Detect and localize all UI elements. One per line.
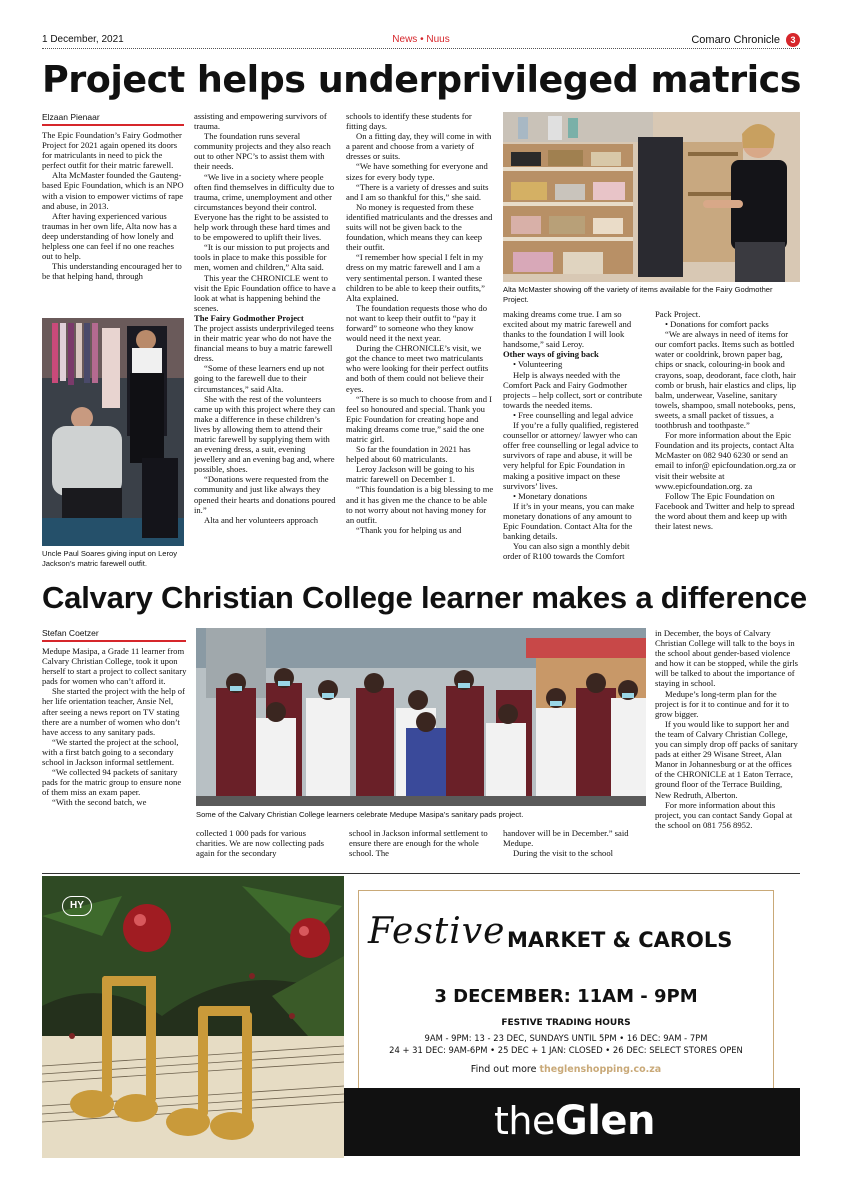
- paragraph: “We live in a society where people often find themselves in difficulty due to trauma, crime, unemployment and other circumstances beyond their control. Everyone has the right to be assisted to help work through these hard times and to be empowered to uplift their lives.: [194, 171, 335, 243]
- photo-fitting: [42, 318, 184, 546]
- paragraph: After having experienced various traumas in her own life, Alta now has a deep understanding of how lonely and helpless one can feel if no one reaches out to help.: [42, 210, 177, 262]
- byline-rule: [42, 124, 184, 126]
- article1-headline: Project helps underprivileged matrics: [42, 58, 801, 101]
- paragraph: She with the rest of the volunteers came up with this project where they can make a difference in these children’s lives by allowing them to attend their matric farewell by supplying them with an evening dress, a suit, evening jewellery and an evening bag and, where possible, shoes.: [194, 393, 336, 475]
- advert-trading-hours: [358, 1032, 774, 1056]
- logo-the: the: [494, 1099, 555, 1143]
- byline-rule: [42, 640, 186, 642]
- paragraph: school in Jackson informal settlement to ensure there are enough for the whole school. The: [349, 828, 488, 859]
- paragraph: So far the foundation in 2021 has helped about 60 matriculants.: [346, 444, 471, 465]
- paragraph: You can also sign a monthly debit order of R100 towards the Comfort: [503, 541, 630, 562]
- page-number-badge: 3: [786, 33, 800, 47]
- paragraph: handover will be in December.” said Medupe.: [503, 828, 629, 849]
- paragraph: This year the CHRONICLE went to visit the Epic Foundation office to have a look at what is happening behind the scenes.: [194, 272, 336, 313]
- paragraph: “Thank you for helping us and: [356, 524, 462, 535]
- paragraph: Medupe Masipa, a Grade 11 learner from Calvary Christian College, took it upon herself to start a project to collect sanitary pads for women who can’t afford it.: [42, 646, 187, 687]
- paragraph: “I remember how special I felt in my dress on my matric farewell and I am a very sentimental person. I wanted these children to be able to keep their outfits,” Alta explained.: [346, 252, 485, 303]
- article2-column-5: [655, 628, 800, 863]
- paragraph: For more information about this project, you can contact Sandy Gopal at the school on 081 756 8952.: [655, 799, 793, 830]
- paragraph: “There is so much to choose from and I feel so honoured and special. Thank you Epic Foundation for creating hope and making dreams come true,” said the one matric girl.: [346, 393, 493, 444]
- article2-column-4: [503, 828, 646, 863]
- paragraph: Leroy Jackson will be going to his matric farewell on December 1.: [346, 464, 475, 485]
- paragraph: “We are always in need of items for our comfort packs. Items such as bottled water or cooldrink, brown paper bag, chips or snack, colouring-in book and crayons, soap, deodorant, face cloth, hair comb or brush, hair elastics and clips, lip balm, underwear, Vaseline, sanitary towels, shampoo, small notebooks, pens, sweets, a small packet of tissues, a toothbrush and toothpaste.”: [655, 329, 797, 431]
- article1-column-2: [194, 111, 336, 576]
- paragraph: assisting and empowering survivors of trauma.: [194, 111, 327, 132]
- advert-trading-title: FESTIVE TRADING HOURS: [501, 1018, 631, 1028]
- advert-festive-script: Festive: [368, 911, 506, 952]
- paragraph: “Donations were requested from the community and just like always they opened their hearts and donations poured in.”: [194, 474, 336, 515]
- subheading: Other ways of giving back: [503, 349, 599, 360]
- section-label: News • Nuus: [392, 34, 450, 45]
- paragraph: The foundation runs several community projects and they also reach out to other NPC’s to assist them with their needs.: [194, 131, 331, 172]
- paragraph: The foundation requests those who do not want to keep their outfit to “pay it forward” to someone who they know would need it the next year.: [346, 302, 488, 344]
- paragraph: • Monetary donations: [513, 490, 588, 501]
- paragraph: in December, the boys of Calvary Christian College will talk to the boys in the school about gender-based violence and how it can be stopped, while the girls will be talked to about the importance of staying in school.: [655, 628, 798, 689]
- paragraph: “It is our mission to put projects and tools in place to make this possible for men, women and children,” Alta said.: [194, 242, 330, 273]
- paragraph: During the CHRONICLE’s visit, we got the chance to meet two matriculants who were looking for their perfect outfits and both of them could not believe their eyes.: [346, 343, 489, 394]
- issue-date: 1 December, 2021: [42, 34, 124, 45]
- trading-hours-line: 24 + 31 DEC: 9AM-6PM • 25 DEC + 1 JAN: CLOSED • 26 DEC: SELECT STORES OPEN: [389, 1045, 743, 1055]
- article1-column-3: [346, 111, 494, 576]
- paragraph: On a fitting day, they will come in with a parent and choose from a variety of dresses or suits.: [346, 131, 492, 162]
- paragraph: The Epic Foundation’s Fairy Godmother Project for 2021 again opened its doors for matriculants in need to pick the perfect outfit for their matric farewell.: [42, 130, 182, 171]
- photo-alta: [503, 112, 800, 282]
- trading-hours-line: 9AM - 9PM: 13 - 23 DEC, SUNDAYS UNTIL 5PM • 16 DEC: 9AM - 7PM: [424, 1033, 708, 1043]
- paragraph: Medupe’s long-term plan for the project is for it to continue and for it to grow bigger.: [655, 688, 789, 719]
- paragraph: Alta and her volunteers approach: [204, 514, 319, 525]
- logo-glen: Glen: [554, 1098, 656, 1144]
- photo-alta-caption: Alta McMaster showing off the variety of items available for the Fairy Godmother Project.: [503, 285, 773, 304]
- photo-learners: [196, 628, 646, 806]
- christmas-decor-image: [42, 876, 344, 1158]
- paragraph: Follow The Epic Foundation on Facebook and Twitter and help to spread the word about them and keep up with their latest news.: [655, 490, 795, 531]
- paragraph: “There is a variety of dresses and suits and I am so thankful for this,” she said.: [346, 181, 489, 202]
- article1-column-1: [42, 130, 184, 315]
- advert-title: MARKET & CAROLS: [507, 928, 733, 952]
- brand-badge: HY: [62, 896, 92, 916]
- advert-festive-image: [42, 876, 344, 1158]
- paragraph: • Volunteering: [513, 359, 563, 370]
- publication-name: Comaro Chronicle: [691, 34, 780, 46]
- paragraph: making dreams come true. I am so excited about my matric farewell and thanks to the foundation I will look handsome,” said Leroy.: [503, 309, 632, 350]
- paragraph: Pack Project.: [655, 309, 701, 319]
- paragraph: “Some of these learners end up not going to the farewell due to their circumstances,” said Alta.: [194, 363, 325, 394]
- paragraph: “This foundation is a big blessing to me and it has given me the chance to be able to not worry about not having money for an outfit.: [346, 484, 494, 525]
- advertisement[interactable]: [42, 876, 800, 1158]
- photo-fitting-caption: Uncle Paul Soares giving input on Leroy Jackson’s matric farewell outfit.: [42, 549, 178, 568]
- photo-learners-caption: Some of the Calvary Christian College learners celebrate Medupe Masipa’s sanitary pads project.: [196, 810, 524, 819]
- paragraph: “We collected 94 packets of sanitary pads for the matric group to ensure none of them miss an exam paper.: [42, 767, 182, 798]
- paragraph: • Free counselling and legal advice: [513, 409, 634, 420]
- the-glen-logo: [494, 1099, 655, 1143]
- photo-alta-image: [503, 112, 800, 282]
- advert-findout: [358, 1064, 774, 1075]
- advert-website-link[interactable]: theglenshopping.co.za: [539, 1064, 662, 1075]
- advert-event-date: 3 DECEMBER: 11AM - 9PM: [434, 986, 698, 1007]
- paragraph: She started the project with the help of her life orientation teacher, Ansie Nel, after seeing a news report on TV stating there are a number of women who don’t have access to any sanitary pads.: [42, 686, 185, 737]
- article1-column-4: [503, 309, 646, 576]
- paragraph: During the visit to the school: [513, 848, 614, 859]
- paragraph: schools to identify these students for fitting days.: [346, 111, 472, 132]
- article2-headline: Calvary Christian College learner makes a difference: [42, 580, 807, 615]
- paragraph: If it’s in your means, you can make monetary donations of any amount to Epic Foundation. Contact Alta for the banking details.: [503, 500, 635, 542]
- findout-label: Find out more: [470, 1064, 537, 1075]
- paragraph: If you’re a fully qualified, registered counsellor or attorney/ lawyer who can offer free counselling or legal advice to survivors of rape and abuse, it will be very helpful for Epic Foundation in making a positive impact on these survivors’ lives.: [503, 420, 639, 491]
- paragraph: collected 1 000 pads for various charities. We are now collecting pads again for the secondary: [196, 828, 325, 859]
- article2-byline: Stefan Coetzer: [42, 628, 99, 638]
- paragraph: • Donations for comfort packs: [665, 319, 769, 330]
- paragraph: The project assists underprivileged teens in their matric year who do not have the financial means to buy a matric farewell dress.: [194, 322, 334, 364]
- paragraph: No money is requested from these identified matriculants and the dresses and suits will not be given back to the foundation, which means they can keep their outfit.: [346, 201, 493, 253]
- paragraph: Help is always needed with the Comfort Pack and Fairy Godmother projects – help collect, sort or contribute towards the needed items.: [503, 369, 643, 410]
- advert-top-rule: [42, 873, 800, 874]
- article1-column-5: [655, 309, 800, 576]
- header-rule: [42, 48, 800, 49]
- paragraph: “We started the project at the school, with a first batch going to a secondary school in Jackson informal settlement.: [42, 736, 179, 768]
- paragraph: For more information about the Epic Foundation and its projects, contact Alta McMaster on 082 940 6230 or send an email to infor@ epicfoundation.org.za or visit their website at www.epicfoundation.org. za: [655, 430, 796, 491]
- article2-column-2: [196, 828, 338, 863]
- article2-column-1: [42, 646, 188, 861]
- photo-learners-image: [196, 628, 646, 806]
- photo-fitting-image: [42, 318, 184, 546]
- paragraph: Alta McMaster founded the Gauteng-based Epic Foundation, which is an NPO with a vision to empower victims of rape and abuse, in 2013.: [42, 170, 184, 211]
- paragraph: If you would like to support her and the team of Calvary Christian College, you can simply drop off packs of sanitary pads at either 29 Wisane Street, Alan Manor in Johannesburg or at the offices of the CHRONICLE at 1 Eaton Terrace, ground floor of the Terrace Building, New Redruth, Alberton.: [655, 718, 798, 800]
- article2-column-3: [349, 828, 494, 863]
- page-header: [42, 34, 800, 48]
- article1-byline: Elzaan Pienaar: [42, 112, 100, 122]
- paragraph: “We have something for everyone and sizes for every body type.: [346, 161, 488, 182]
- subheading: The Fairy Godmother Project: [194, 312, 304, 323]
- paragraph: “With the second batch, we: [52, 797, 147, 808]
- paragraph: This understanding encouraged her to be that helping hand, through: [42, 261, 182, 282]
